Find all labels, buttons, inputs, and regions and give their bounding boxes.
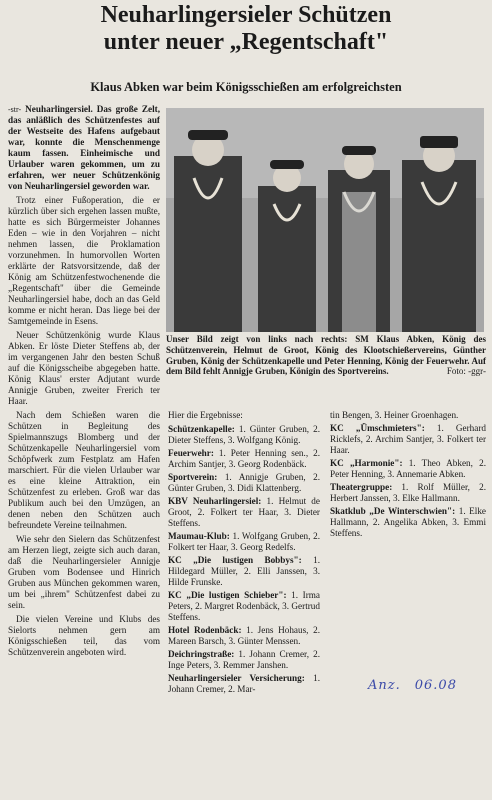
club-name: Feuerwehr: — [168, 448, 214, 458]
subheadline: Klaus Abken war beim Königsschießen am erfolgreichsten — [90, 80, 402, 94]
photo-illustration — [166, 108, 484, 332]
club-name: KC „Die lustigen Bobbys": — [168, 555, 302, 565]
article-lead — [8, 104, 160, 192]
result-entry — [168, 448, 320, 470]
club-name: KC „Die lustigen Schieber": — [168, 590, 287, 600]
club-winners: 1. Rolf Müller, 2. Herbert Janssen, 3. Elke Hallmann. — [330, 482, 486, 503]
result-entry — [168, 531, 320, 553]
lead-text: Neuharlingersiel. Das große Zelt, das anläßlich des Schützenfestes auf der Westseite des Hafens aufgebaut war, konnte die Menschenmenge kaum fassen. Einheimische und Urlauber waren gekommen, um zu erfahren, wer neuer Schützenkönig von Neuharlingersiel geworden war. — [8, 104, 160, 191]
headline — [0, 2, 492, 56]
caption-text: Unser Bild zeigt von links nach rechts: SM Klaus Abken, König des Schützenverein, Helmut de Groot, König des Klootschießervereins, Günther Gruben, König der Schützenkapelle und Peter Henning, König der Feuerwehr. Auf dem Bild fehlt Annigje Gruben, Königin des Sportvereins. — [166, 334, 486, 377]
article-paragraph: Nach dem Schießen waren die Schützen in Begleitung des Spielmannszugs Blomberg und der Schützenkapelle Neuharlingersiel vom Schöpfwerk zum Festplatz am Hafen marschiert. Für die vielen Urlauber war es eine kleine Attraktion, ein Schützenfest zu erleben. Groß war das Publikum auch bei den Umzügen, an denen neben den Schützen auch befreundete Vereine teilnahmen. — [8, 410, 160, 530]
club-winners: 1. Annigje Gruben, 2. Günter Gruben, 3. Didi Klattenberg. — [168, 472, 320, 493]
result-entry — [330, 506, 486, 539]
club-winners: 1. Wolfgang Gruben, 2. Folkert ter Haar, 3. Georg Redelfs. — [168, 531, 320, 552]
result-entry — [168, 472, 320, 494]
club-name: Deichringstraße: — [168, 649, 235, 659]
club-winners: 1. Johann Cremer, 2. Mar- — [168, 673, 320, 694]
article-paragraph: Neuer Schützenkönig wurde Klaus Abken. Er löste Dieter Steffens ab, der im vergangenen Jahr den besten Schuß auf die Königsscheibe abgegeben hatte. König Klaus' erster Adjutant wurde Annigje Gruben, zweiter Frerich ter Haar. — [8, 330, 160, 406]
byline: -str- — [8, 105, 22, 114]
result-entry — [168, 424, 320, 446]
club-winners: 1. Johann Cremer, 2. Inge Peters, 3. Remmer Janshen. — [168, 649, 320, 670]
result-entry — [168, 625, 320, 647]
club-winners: 1. Theo Abken, 2. Peter Henning, 3. Annemarie Abken. — [330, 458, 486, 479]
result-entry — [168, 496, 320, 529]
club-name: KBV Neuharlingersiel: — [168, 496, 262, 506]
results-intro: Hier die Ergebnisse: — [168, 410, 243, 420]
club-name: KC „Harmonie": — [330, 458, 403, 468]
result-entry — [330, 458, 486, 480]
club-name: Schützenkapelle: — [168, 424, 235, 434]
club-winners: 1. Elke Hallmann, 2. Angelika Abken, 3. Emmi Steffens. — [330, 506, 486, 538]
article-paragraph: Wie sehr den Sielern das Schützenfest am Herzen liegt, zeigte sich auch daran, daß die Neuharlingersieler Annigje Gruben vom Bodensee und Hinrich Gruben aus München gekommen waren, um bei „ihrem" Schützenfest dabei zu sein. — [8, 534, 160, 610]
result-entry — [330, 482, 486, 504]
headline-line-1: Neuharlingersieler Schützen — [100, 2, 392, 28]
group-photo — [166, 108, 484, 332]
handwritten-stamp — [368, 678, 484, 702]
photo-caption — [166, 334, 486, 377]
club-name: Theatergruppe: — [330, 482, 393, 492]
club-winners: 1. Gerhard Ricklefs, 2. Archim Santjer, 3. Folkert ter Haar. — [330, 423, 486, 455]
article-column — [8, 104, 160, 794]
results-column-2 — [330, 410, 486, 610]
result-entry — [168, 555, 320, 588]
photo-credit: Foto: -ggr- — [446, 366, 486, 377]
result-entry — [168, 673, 320, 695]
club-winners: 1. Günter Gruben, 2. Dieter Steffens, 3. Wolfgang König. — [168, 424, 320, 445]
club-name: Skatklub „De Winterschwien": — [330, 506, 456, 516]
result-entry — [168, 649, 320, 671]
club-name: Sportverein: — [168, 472, 218, 482]
club-name: Hotel Rodenbäck: — [168, 625, 242, 635]
club-winners: 1. Jens Hohaus, 2. Mareen Barsch, 3. Günter Menssen. — [168, 625, 320, 646]
club-name: Maumau-Klub: — [168, 531, 230, 541]
results-column-1 — [168, 410, 320, 795]
result-entry — [330, 423, 486, 456]
club-name: KC „Ümschmieters": — [330, 423, 425, 433]
club-name: Neuharlingersieler Versicherung: — [168, 673, 305, 683]
club-winners: 1. Peter Henning sen., 2. Archim Santjer, 3. Georg Rodenbäck. — [168, 448, 320, 469]
result-entry — [168, 590, 320, 623]
stamp-date: 06.08 — [414, 678, 457, 693]
headline-line-2: unter neuer „Regentschaft" — [103, 29, 389, 55]
result-continuation: tin Bengen, 3. Heiner Groenhagen. — [330, 410, 459, 420]
article-paragraph: Trotz einer Fußoperation, die er kürzlich über sich ergehen lassen mußte, hatte es sich Bürgermeister Johannes Eden – wie in den Vorjahren – nicht nehmen lassen, die Proklamation vorzunehmen. In humorvollen Worten erklärte der Ratsvorsitzende, daß der König am Schützenfestwochenende die „Regentschaft" über die Gemeinde Neuharlingersiel habe, doch an das Geld komme er nicht heran. Das liege bei der Samtgemeinde in Esens. — [8, 195, 160, 326]
club-winners: 1. Irma Peters, 2. Margret Rodenbäck, 3. Gertrud Steffens. — [168, 590, 320, 622]
club-winners: 1. Hildegard Müller, 2. Elli Janssen, 3. Hilde Frunske. — [168, 555, 320, 587]
stamp-label: Anz. — [368, 678, 401, 693]
article-paragraph: Die vielen Vereine und Klubs des Sielorts nehmen gern am Königsschießen teil, das vom Schützenverein angeboten wird. — [8, 614, 160, 657]
club-winners: 1. Helmut de Groot, 2. Folkert ter Haar, 3. Dieter Steffens. — [168, 496, 320, 528]
